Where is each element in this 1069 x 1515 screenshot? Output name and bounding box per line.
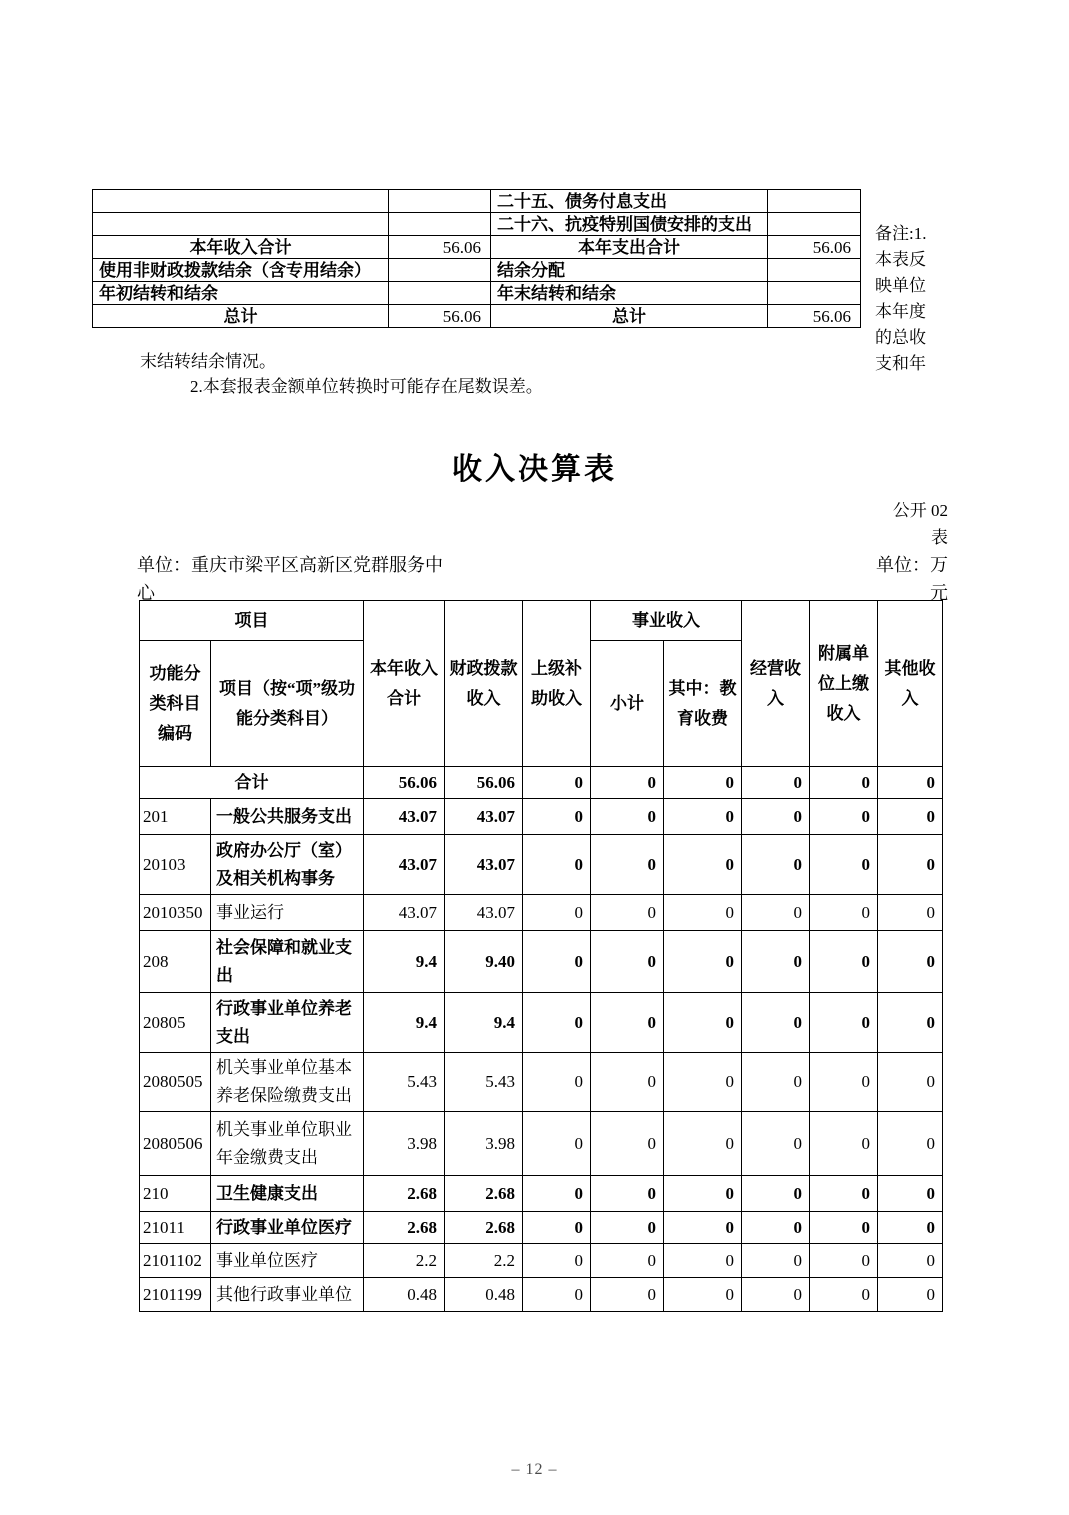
carryover-left-value [389,213,491,236]
cell-code: 20103 [140,835,211,895]
cell-code: 2080506 [140,1112,211,1176]
col-header-item: 项目（按“项”级功能分类科目） [211,641,364,767]
cell-value: 2.2 [364,1244,445,1278]
cell-value: 0 [523,799,591,835]
cell-value: 0 [664,993,742,1053]
cell-value: 0 [591,1212,664,1244]
cell-value: 0 [523,1112,591,1176]
note-continuation: 末结转结余情况。 [140,352,276,371]
cell-code: 208 [140,931,211,993]
page-title: 收入决算表 [452,453,617,486]
table-row [93,259,861,282]
cell-value: 2.68 [364,1176,445,1212]
cell-value: 0 [878,767,943,799]
table-row [140,835,943,895]
cell-value: 0 [664,895,742,931]
carryover-left-value [389,259,491,282]
cell-code: 2101102 [140,1244,211,1278]
col-header-other-income: 其他收入 [878,601,943,767]
table-row [140,1053,943,1112]
cell-item: 其他行政事业单位 [211,1278,364,1312]
table-row [140,767,943,799]
cell-value: 2.68 [364,1212,445,1244]
carryover-left-label: 年初结转和结余 [93,282,389,305]
carryover-left-label: 本年收入合计 [93,236,389,259]
cell-value: 0 [591,1053,664,1112]
cell-value: 0 [664,767,742,799]
cell-item: 机关事业单位职业年金缴费支出 [211,1112,364,1176]
cell-value: 56.06 [445,767,523,799]
cell-value: 0 [878,895,943,931]
cell-value: 0 [810,1053,878,1112]
page-number: – 12 – [511,1461,558,1478]
cell-value: 0 [810,895,878,931]
cell-value: 0 [878,1176,943,1212]
cell-value: 0 [523,767,591,799]
cell-value: 0 [523,835,591,895]
cell-value: 0 [591,767,664,799]
cell-value: 0 [810,931,878,993]
cell-value: 5.43 [364,1053,445,1112]
table-row [93,282,861,305]
col-header-business-income: 事业收入 [591,601,742,641]
cell-value: 0 [878,1278,943,1312]
col-header-subtotal: 小计 [591,641,664,767]
carryover-right-value [768,282,861,305]
cell-value: 0 [878,1212,943,1244]
carryover-left-value: 56.06 [389,305,491,328]
cell-value: 0 [523,931,591,993]
cell-value: 0 [742,835,810,895]
cell-item: 政府办公厅（室）及相关机构事务 [211,835,364,895]
cell-value: 0 [878,799,943,835]
carryover-left-value: 56.06 [389,236,491,259]
cell-item: 卫生健康支出 [211,1176,364,1212]
cell-value: 0 [591,993,664,1053]
cell-value: 0 [664,799,742,835]
cell-value: 0 [591,1244,664,1278]
cell-value: 9.40 [445,931,523,993]
header-row [140,601,943,641]
carryover-left-value [389,282,491,305]
col-header-fiscal-grant: 财政拨款收入 [445,601,523,767]
carryover-left-label: 使用非财政拨款结余（含专用结余） [93,259,389,282]
cell-value: 0 [810,993,878,1053]
cell-value: 0 [742,1278,810,1312]
cell-value: 0 [742,993,810,1053]
cell-item: 事业单位医疗 [211,1244,364,1278]
col-header-affiliated-income: 附属单位上缴收入 [810,601,878,767]
cell-value: 43.07 [445,895,523,931]
unit-name-label: 单位：重庆市梁平区高新区党群服务中心 [137,555,443,603]
cell-value: 0 [878,931,943,993]
cell-value: 0 [878,993,943,1053]
cell-value: 43.07 [445,835,523,895]
cell-value: 2.68 [445,1212,523,1244]
cell-item: 行政事业单位养老支出 [211,993,364,1053]
carryover-right-label: 二十六、抗疫特别国债安排的支出 [491,213,768,236]
cell-code: 2101199 [140,1278,211,1312]
cell-value: 0 [523,895,591,931]
cell-value: 0 [878,1053,943,1112]
table-row [93,236,861,259]
cell-code: 21011 [140,1212,211,1244]
carryover-left-label [93,213,389,236]
cell-value: 0 [664,1212,742,1244]
cell-value: 0 [591,895,664,931]
cell-value: 0 [742,1053,810,1112]
cell-value: 0 [810,1176,878,1212]
side-note: 备注:1.本表反映单位本年度的总收支和年 [875,224,927,373]
table-row [140,931,943,993]
cell-value: 0 [591,931,664,993]
carryover-right-value [768,190,861,213]
cell-value: 0 [742,799,810,835]
table-row [140,895,943,931]
carryover-summary-table [92,189,861,328]
table-row [140,1176,943,1212]
cell-item: 一般公共服务支出 [211,799,364,835]
col-header-operating-income: 经营收入 [742,601,810,767]
carryover-left-value [389,190,491,213]
carryover-right-value: 56.06 [768,305,861,328]
carryover-right-label: 本年支出合计 [491,236,768,259]
cell-value: 0 [523,1053,591,1112]
cell-value: 0 [664,1278,742,1312]
cell-code: 2010350 [140,895,211,931]
cell-value: 0 [742,931,810,993]
table-row [93,213,861,236]
cell-value: 0 [591,1278,664,1312]
cell-value: 0 [591,799,664,835]
table-row [140,1278,943,1312]
col-header-year-total: 本年收入合计 [364,601,445,767]
col-header-code: 功能分类科目编码 [140,641,211,767]
cell-value: 0 [810,835,878,895]
carryover-right-value [768,259,861,282]
cell-value: 0 [810,799,878,835]
carryover-right-label: 二十五、债务付息支出 [491,190,768,213]
table-row [93,190,861,213]
table-row [140,1212,943,1244]
cell-value: 0 [664,1176,742,1212]
cell-value: 0 [664,1112,742,1176]
cell-value: 0 [523,1278,591,1312]
table-row [93,305,861,328]
cell-code: 20805 [140,993,211,1053]
cell-item: 社会保障和就业支出 [211,931,364,993]
table-row [140,1112,943,1176]
carryover-left-label [93,190,389,213]
cell-value: 2.2 [445,1244,523,1278]
col-header-superior-subsidy: 上级补助收入 [523,601,591,767]
cell-item: 合计 [140,767,364,799]
cell-value: 0 [591,1112,664,1176]
cell-value: 0 [810,767,878,799]
cell-value: 9.4 [445,993,523,1053]
income-table [139,600,943,1312]
cell-item: 事业运行 [211,895,364,931]
cell-value: 0 [742,1212,810,1244]
cell-code: 210 [140,1176,211,1212]
cell-value: 0 [878,1112,943,1176]
cell-value: 0 [523,1176,591,1212]
cell-value: 0 [742,1244,810,1278]
carryover-right-label: 总计 [491,305,768,328]
cell-value: 0 [523,993,591,1053]
cell-value: 0 [810,1244,878,1278]
cell-value: 0 [664,931,742,993]
cell-value: 43.07 [364,799,445,835]
cell-value: 43.07 [445,799,523,835]
cell-item: 机关事业单位基本养老保险缴费支出 [211,1053,364,1112]
table-row [140,993,943,1053]
carryover-right-value: 56.06 [768,236,861,259]
cell-item: 行政事业单位医疗 [211,1212,364,1244]
col-header-project: 项目 [140,601,364,641]
cell-code: 201 [140,799,211,835]
cell-value: 0 [664,835,742,895]
cell-value: 3.98 [445,1112,523,1176]
table-row [140,1244,943,1278]
currency-unit-label: 单位：万元 [876,555,948,603]
cell-value: 0 [810,1278,878,1312]
doc-code-label: 公开 02表 [892,501,948,547]
cell-value: 9.4 [364,993,445,1053]
table-row [140,799,943,835]
cell-value: 0 [591,835,664,895]
carryover-right-value [768,213,861,236]
cell-value: 0 [742,895,810,931]
cell-value: 0 [742,1176,810,1212]
cell-value: 0 [742,1112,810,1176]
cell-value: 56.06 [364,767,445,799]
cell-value: 0 [810,1212,878,1244]
cell-value: 0 [664,1053,742,1112]
cell-value: 9.4 [364,931,445,993]
cell-value: 43.07 [364,895,445,931]
cell-value: 0 [523,1244,591,1278]
cell-code: 2080505 [140,1053,211,1112]
cell-value: 0 [523,1212,591,1244]
cell-value: 0 [742,767,810,799]
cell-value: 3.98 [364,1112,445,1176]
cell-value: 0 [810,1112,878,1176]
cell-value: 2.68 [445,1176,523,1212]
carryover-right-label: 年末结转和结余 [491,282,768,305]
note-2: 2.本套报表金额单位转换时可能存在尾数误差。 [190,377,543,396]
cell-value: 0 [878,1244,943,1278]
carryover-right-label: 结余分配 [491,259,768,282]
cell-value: 0 [664,1244,742,1278]
cell-value: 0.48 [364,1278,445,1312]
cell-value: 0 [878,835,943,895]
cell-value: 0 [591,1176,664,1212]
cell-value: 5.43 [445,1053,523,1112]
cell-value: 43.07 [364,835,445,895]
carryover-left-label: 总计 [93,305,389,328]
cell-value: 0.48 [445,1278,523,1312]
col-header-education-fee: 其中：教育收费 [664,641,742,767]
